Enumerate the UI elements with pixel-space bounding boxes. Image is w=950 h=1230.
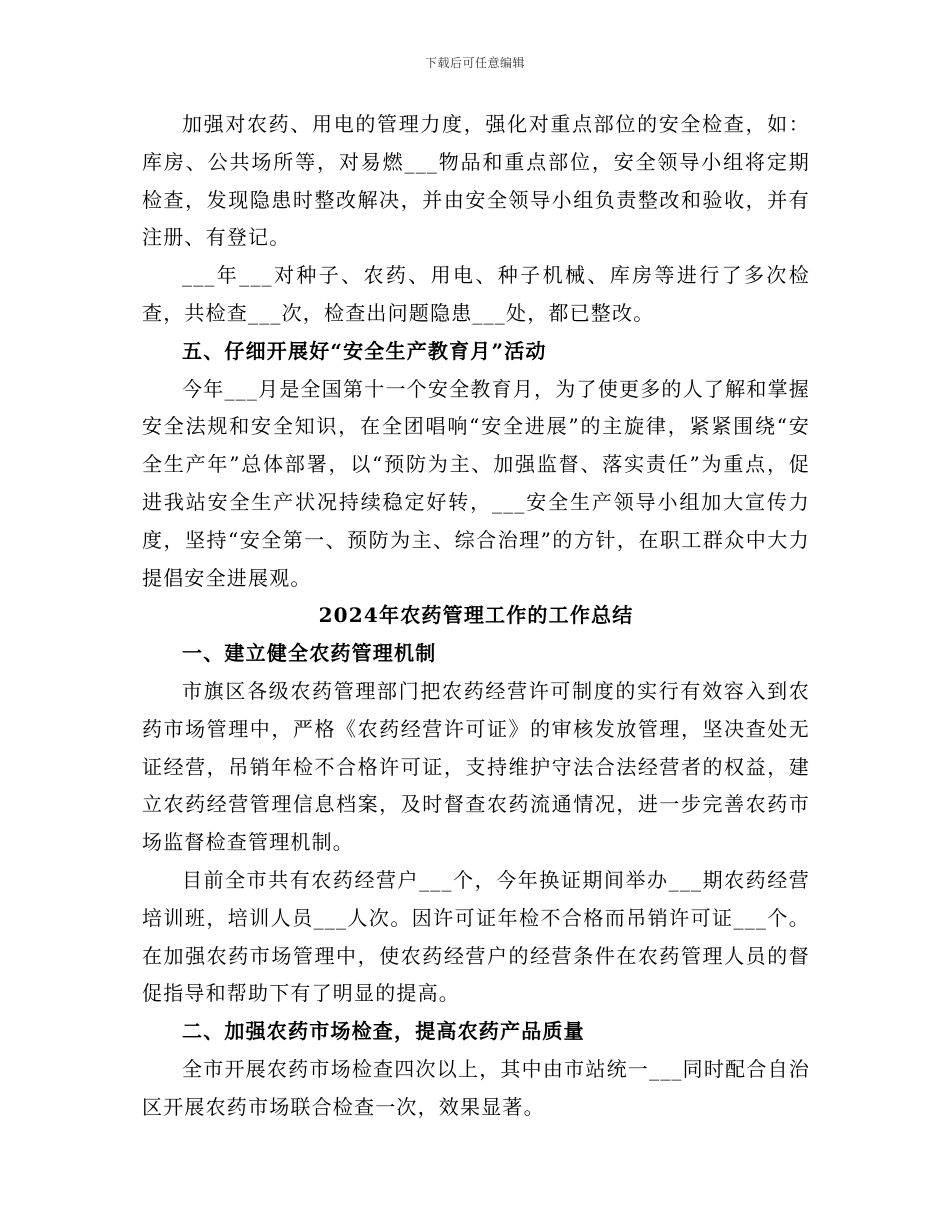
heading-section-five: 五、仔细开展好“安全生产教育月”活动 — [182, 338, 547, 363]
paragraph-license-management: 市旗区各级农药管理部门把农药经营许可制度的实行有效容入到农药市场管理中，严格《农药经营许可证》的审核发放管理，坚决查处无证经营，吊销年检不合格许可证，支持维护守法合法经营者的权益，建立农药经营管理信息档案，及时督查农药流通情况，进一步完善农药市场监督检查管理机制。 — [142, 678, 810, 855]
heading-section-one: 一、建立健全农药管理机制 — [182, 641, 437, 666]
paragraph-safety-month: 今年___月是全国第十一个安全教育月，为了使更多的人了解和掌握安全法规和安全知识，在全团唱响“安全进展”的主旋律，紧紧围绕“安全生产年”总体部署，以“预防为主、加强监督、落实责任”为重点，促进我站安全生产状况持续稳定好转，___安全生产领导小组加大宣传力度，坚持“安全第一、预防为主、综合治理”的方针，在职工群众中大力提倡安全进展观。 — [142, 376, 810, 590]
paragraph-operator-stats: 目前全市共有农药经营户___个，今年换证期间举办___期农药经营培训班，培训人员___人次。因许可证年检不合格而吊销许可证___个。在加强农药市场管理中，使农药经营户的经营条件在农药管理人员的督促指导和帮助下有了明显的提高。 — [142, 867, 810, 1006]
heading-section-two: 二、加强农药市场检查，提高农药产品质量 — [182, 1019, 585, 1044]
paragraph-safety-inspection: 加强对农药、用电的管理力度，强化对重点部位的安全检查，如：库房、公共场所等，对易燃___物品和重点部位，安全领导小组将定期检查，发现隐患时整改解决，并由安全领导小组负责整改和验收，并有注册、有登记。 — [142, 112, 810, 250]
document-body — [142, 106, 810, 1127]
paragraph-market-inspection: 全市开展农药市场检查四次以上，其中由市站统一___同时配合自治区开展农药市场联合检查一次，效果显著。 — [142, 1056, 810, 1119]
header-note: 下载后可任意编辑 — [424, 56, 525, 70]
document-title: 2024年农药管理工作的工作总结 — [318, 603, 634, 628]
paragraph-inspection-count: ___年___对种子、农药、用电、种子机械、库房等进行了多次检查，共检查___次，检查出问题隐患___处，都已整改。 — [142, 263, 810, 325]
